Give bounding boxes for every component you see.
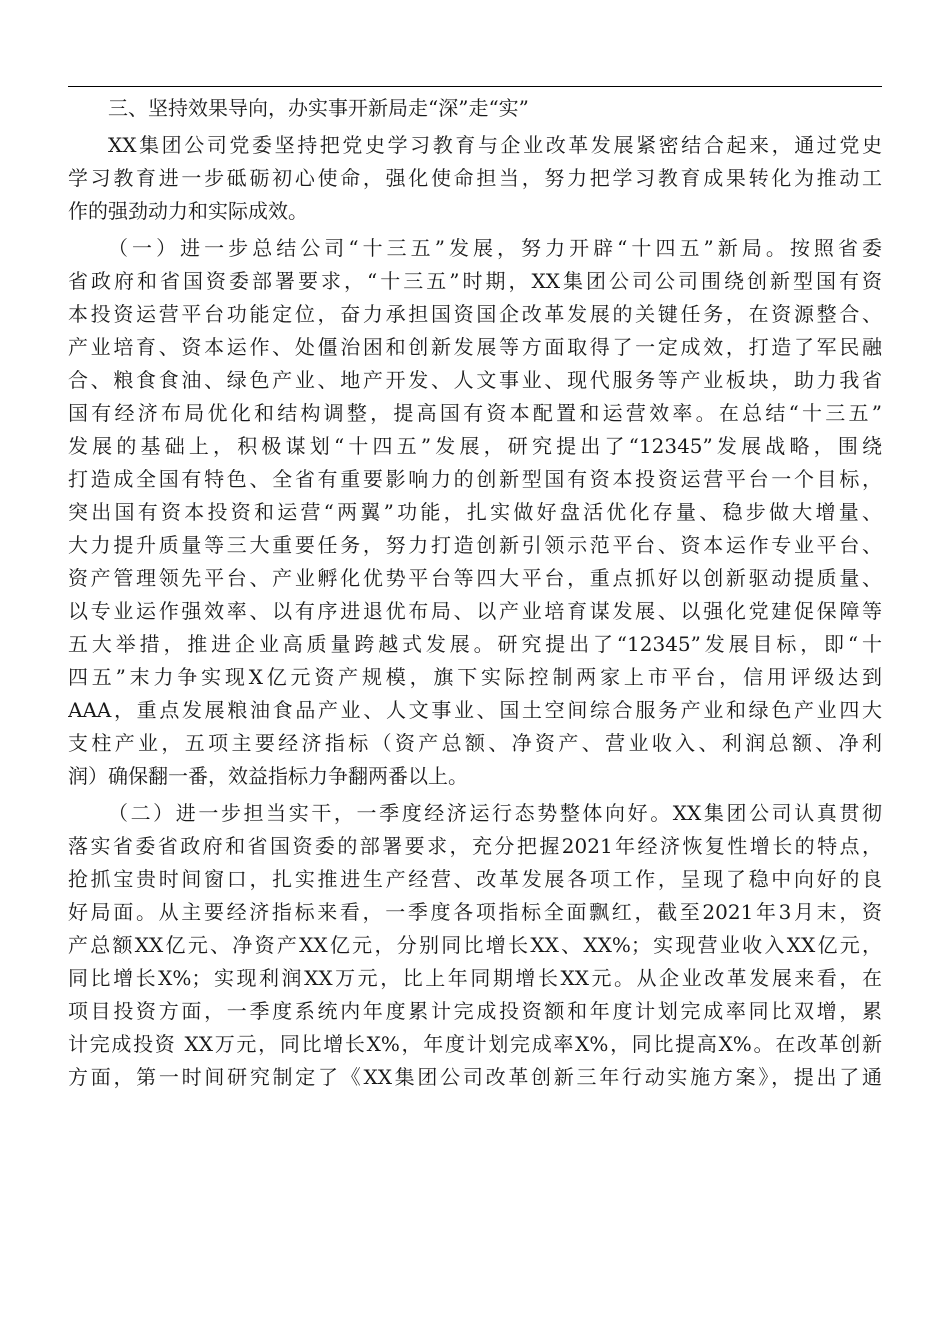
text-line: 五大举措，推进企业高质量跨越式发展。研究提出了“12345”发展目标，即“十 — [68, 632, 882, 656]
header-rule — [68, 86, 882, 87]
text-line: 好局面。从主要经济指标来看，一季度各项指标全面飘红，截至2021年3月末，资 — [68, 900, 882, 924]
document-body — [68, 92, 882, 1094]
text-line: 支柱产业，五项主要经济指标（资产总额、净资产、营业收入、利润总额、净利 — [68, 731, 882, 755]
text-line: 本投资运营平台功能定位，奋力承担国资国企改革发展的关键任务，在资源整合、 — [68, 302, 882, 326]
text-line: （二）进一步担当实干，一季度经济运行态势整体向好。XX集团公司认真贯彻 — [108, 801, 882, 825]
paragraph-five-year-plan — [68, 232, 882, 793]
text-line: 学习教育进一步砥砺初心使命，强化使命担当，努力把学习教育成果转化为推动工 — [68, 166, 882, 190]
text-line: 项目投资方面，一季度系统内年度累计完成投资额和年度计划完成率同比双增，累 — [68, 999, 882, 1023]
paragraph-intro — [68, 129, 882, 228]
section-heading: 三、坚持效果导向，办实事开新局走“深”走“实” — [108, 96, 529, 120]
text-line: AAA，重点发展粮油食品产业、人文事业、国土空间综合服务产业和绿色产业四大 — [68, 698, 882, 722]
text-line: 突出国有资本投资和运营“两翼”功能，扎实做好盘活优化存量、稳步做大增量、 — [68, 500, 882, 524]
text-line: 合、粮食食油、绿色产业、地产开发、人文事业、现代服务等产业板块，助力我省 — [68, 368, 882, 392]
text-line: 发展的基础上，积极谋划“十四五”发展，研究提出了“12345”发展战略，围绕 — [68, 434, 882, 458]
text-line: 产总额XX亿元、净资产XX亿元，分别同比增长XX、XX%；实现营业收入XX亿元， — [68, 933, 882, 957]
text-line: 计完成投资 XX万元，同比增长X%，年度计划完成率X%，同比提高X%。在改革创新 — [68, 1032, 882, 1056]
text-line: 打造成全国有特色、全省有重要影响力的创新型国有资本投资运营平台一个目标， — [68, 467, 882, 491]
text-line: 省政府和省国资委部署要求，“十三五”时期，XX集团公司公司围绕创新型国有资 — [68, 269, 882, 293]
text-line: 作的强劲动力和实际成效。 — [68, 199, 308, 223]
text-line: 落实省委省政府和省国资委的部署要求，充分把握2021年经济恢复性增长的特点， — [68, 834, 882, 858]
text-line: 四五”末力争实现X亿元资产规模，旗下实际控制两家上市平台，信用评级达到 — [68, 665, 882, 689]
text-line: （一）进一步总结公司“十三五”发展，努力开辟“十四五”新局。按照省委 — [108, 236, 882, 260]
text-line: 资产管理领先平台、产业孵化优势平台等四大平台，重点抓好以创新驱动提质量、 — [68, 566, 882, 590]
text-line: 抢抓宝贵时间窗口，扎实推进生产经营、改革发展各项工作，呈现了稳中向好的良 — [68, 867, 882, 891]
text-line: 以专业运作强效率、以有序进退优布局、以产业培育谋发展、以强化党建促保障等 — [68, 599, 882, 623]
text-line: 方面，第一时间研究制定了《XX集团公司改革创新三年行动实施方案》，提出了通 — [68, 1065, 882, 1089]
text-line: 国有经济布局优化和结构调整，提高国有资本配置和运营效率。在总结“十三五” — [68, 401, 882, 425]
paragraph-q1-performance — [68, 797, 882, 1094]
text-line: XX集团公司党委坚持把党史学习教育与企业改革发展紧密结合起来，通过党史 — [108, 133, 882, 157]
text-line: 润）确保翻一番，效益指标力争翻两番以上。 — [68, 764, 468, 788]
text-line: 产业培育、资本运作、处僵治困和创新发展等方面取得了一定成效，打造了军民融 — [68, 335, 882, 359]
text-line: 大力提升质量等三大重要任务，努力打造创新引领示范平台、资本运作专业平台、 — [68, 533, 882, 557]
text-line: 同比增长X%；实现利润XX万元，比上年同期增长XX元。从企业改革发展来看，在 — [68, 966, 882, 990]
